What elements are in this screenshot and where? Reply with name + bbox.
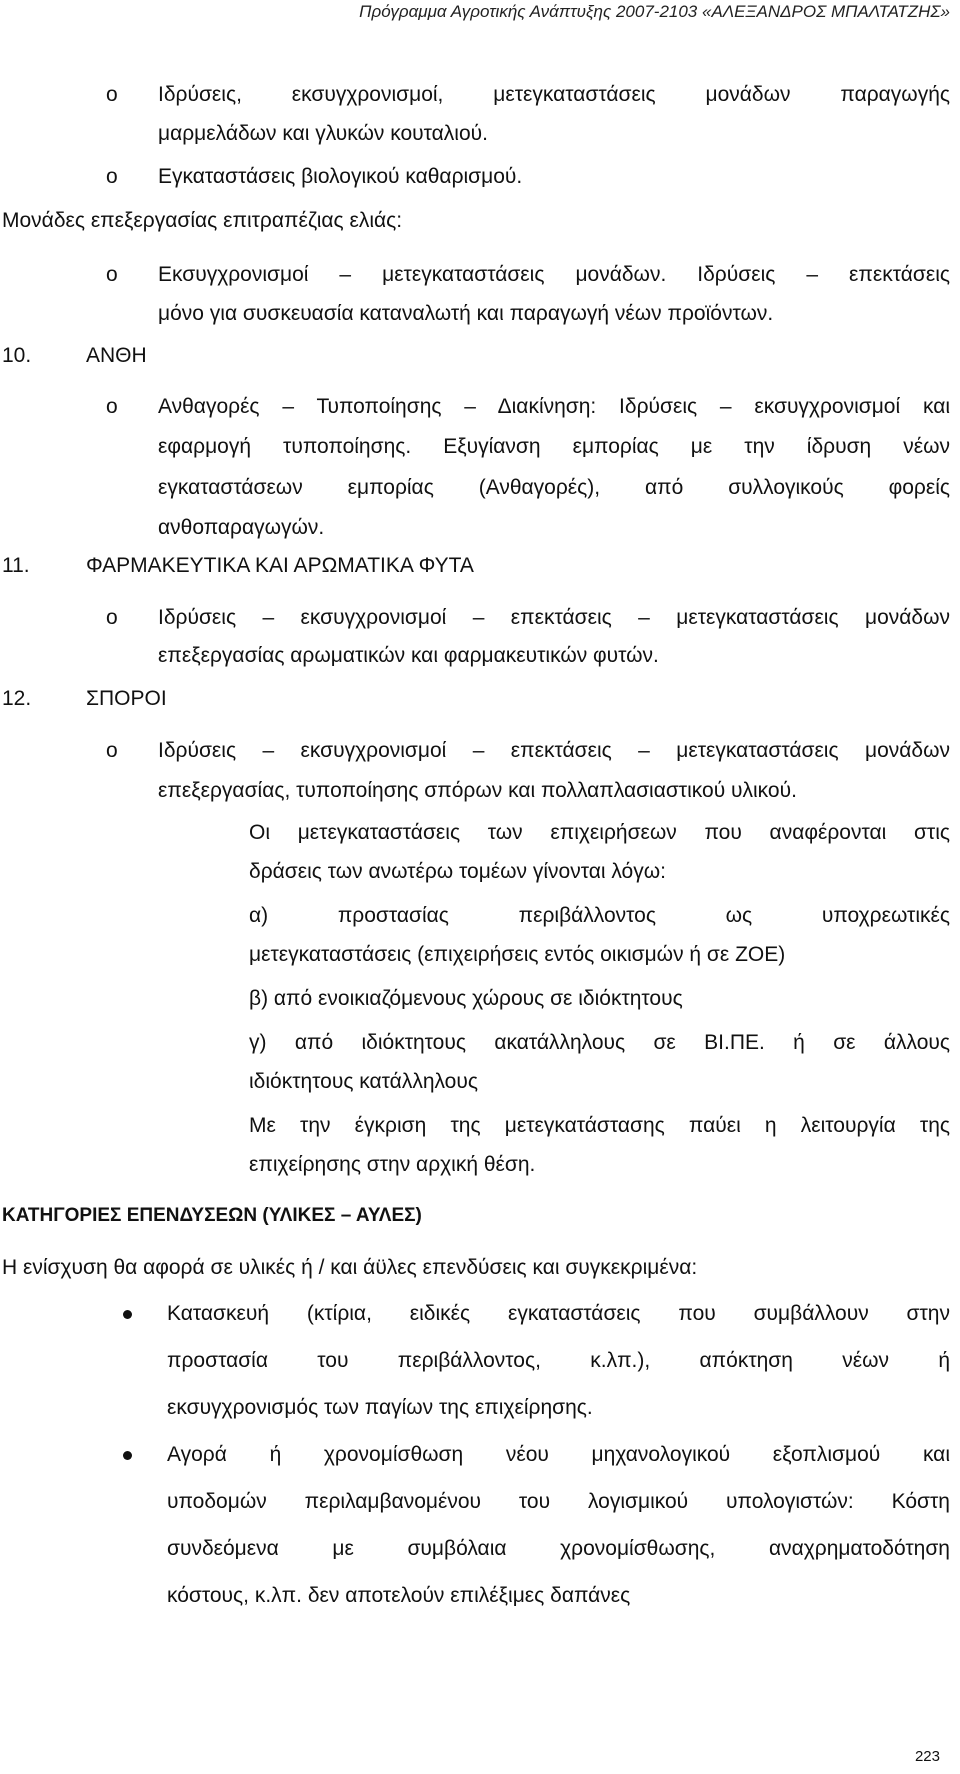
text-line: Ιδρύσεις, εκσυγχρονισμοί, μετεγκαταστάσεις μονάδων παραγωγής [158,83,950,106]
text-line: Αγορά ή χρονομίσθωση νέου μηχανολογικού εξοπλισμού και [167,1443,950,1466]
text-line: β) από ενοικιαζόμενους χώρους σε ιδιόκτητους [249,987,683,1010]
text-line: Ανθαγορές – Τυποποίησης – Διακίνηση: Ιδρύσεις – εκσυγχρονισμοί και [158,395,950,418]
text-line: εφαρμογή τυποποίησης. Εξυγίανση εμπορίας με την ίδρυση νέων [158,435,950,458]
text-line: υποδομών περιλαμβανομένου του λογισμικού υπολογιστών: Κόστη [167,1490,950,1513]
text-line: Μονάδες επεξεργασίας επιτραπέζιας ελιάς: [2,209,403,232]
text-line: ανθοπαραγωγών. [158,516,325,539]
text-line: Εγκαταστάσεις βιολογικού καθαρισμού. [158,165,523,188]
text-line: προστασία του περιβάλλοντος, κ.λπ.), απόκτηση νέων ή [167,1349,950,1372]
list-bullet: o [106,606,118,629]
page-header: Πρόγραμμα Αγροτικής Ανάπτυξης 2007-2103 «ΑΛΕΞΑΝΔΡΟΣ ΜΠΑΛΤΑΤΖΗΣ» [359,2,950,21]
text-line: Ιδρύσεις – εκσυγχρονισμοί – επεκτάσεις – μετεγκαταστάσεις μονάδων [158,606,950,629]
section-heading: ΚΑΤΗΓΟΡΙΕΣ ΕΠΕΝΔΥΣΕΩΝ (ΥΛΙΚΕΣ – ΑΥΛΕΣ) [2,1205,422,1226]
text-line: μαρμελάδων και γλυκών κουταλιού. [158,122,488,145]
text-line: Κατασκευή (κτίρια, ειδικές εγκαταστάσεις που συμβάλλουν στην [167,1302,950,1325]
list-bullet: o [106,165,118,188]
section-title: ΣΠΟΡΟΙ [86,687,167,710]
list-bullet: o [106,395,118,418]
text-line: επεξεργασίας, τυποποίησης σπόρων και πολλαπλασιαστικού υλικού. [158,779,797,802]
text-line: Οι μετεγκαταστάσεις των επιχειρήσεων που αναφέρονται στις [249,821,950,844]
text-line: ιδιόκτητους κατάλληλους [249,1070,478,1093]
list-bullet: o [106,739,118,762]
section-number: 10. [2,344,32,367]
text-line: γ) από ιδιόκτητους ακατάλληλους σε ΒΙ.ΠΕ. ή σε άλλους [249,1031,950,1054]
list-bullet: o [106,263,118,286]
text-line: κόστους, κ.λπ. δεν αποτελούν επιλέξιμες δαπάνες [167,1584,631,1607]
text-line: Ιδρύσεις – εκσυγχρονισμοί – επεκτάσεις – μετεγκαταστάσεις μονάδων [158,739,950,762]
text-line: εγκαταστάσεων εμπορίας (Ανθαγορές), από συλλογικούς φορείς [158,476,950,499]
text-line: Με την έγκριση της μετεγκατάστασης παύει η λειτουργία της [249,1114,950,1137]
list-bullet-dot [123,1451,132,1460]
text-line: εκσυγχρονισμός των παγίων της επιχείρησης. [167,1396,593,1419]
text-line: Η ενίσχυση θα αφορά σε υλικές ή / και άϋλες επενδύσεις και συγκεκριμένα: [2,1256,698,1279]
text-line: επεξεργασίας αρωματικών και φαρμακευτικών φυτών. [158,644,659,667]
text-line: μόνο για συσκευασία καταναλωτή και παραγωγή νέων προϊόντων. [158,302,774,325]
text-line: α) προστασίας περιβάλλοντος ως υποχρεωτικές [249,904,950,927]
section-number: 12. [2,687,32,710]
section-number: 11. [2,554,30,577]
text-line: Εκσυγχρονισμοί – μετεγκαταστάσεις μονάδων. Ιδρύσεις – επεκτάσεις [158,263,950,286]
list-bullet: o [106,83,118,106]
text-line: επιχείρησης στην αρχική θέση. [249,1153,536,1176]
text-line: μετεγκαταστάσεις (επιχειρήσεις εντός οικισμών ή σε ΖΟΕ) [249,943,786,966]
list-bullet-dot [123,1310,132,1319]
text-line: δράσεις των ανωτέρω τομέων γίνονται λόγω: [249,860,666,883]
section-title: ΦΑΡΜΑΚΕΥΤΙΚΑ ΚΑΙ ΑΡΩΜΑΤΙΚΑ ΦΥΤΑ [86,554,474,577]
page-number: 223 [914,1748,940,1765]
text-line: συνδεόμενα με συμβόλαια χρονομίσθωσης, αναχρηματοδότηση [167,1537,950,1560]
section-title: ΑΝΘΗ [86,344,147,367]
